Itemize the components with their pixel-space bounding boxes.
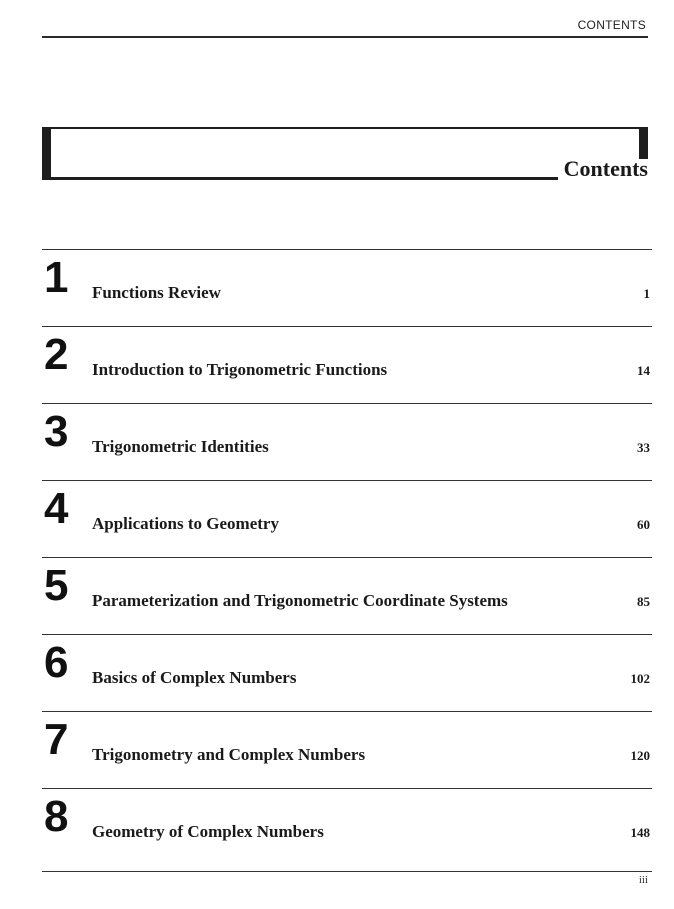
toc-entry[interactable] — [42, 250, 652, 326]
chapter-number: 7 — [44, 715, 69, 764]
folio: iii — [638, 874, 648, 886]
toc-divider — [42, 871, 652, 872]
bracket-right-bar — [639, 127, 648, 159]
chapter-title[interactable]: Trigonometric Identities — [92, 437, 269, 456]
chapter-number: 3 — [44, 407, 69, 456]
toc-entry[interactable] — [42, 481, 652, 557]
contents-bracket — [42, 127, 648, 181]
chapter-page: 102 — [630, 671, 650, 686]
chapter-number: 6 — [44, 638, 69, 687]
bracket-top-rule — [42, 127, 648, 129]
bracket-left-bar — [42, 127, 51, 180]
bracket-bottom-rule — [42, 177, 558, 180]
toc-entry[interactable] — [42, 327, 652, 403]
toc-entry[interactable] — [42, 558, 652, 634]
running-head: CONTENTS — [577, 18, 646, 32]
chapter-page: 85 — [637, 594, 650, 609]
chapter-title[interactable]: Basics of Complex Numbers — [92, 668, 297, 687]
chapter-number: 1 — [44, 253, 69, 302]
chapter-title[interactable]: Trigonometry and Complex Numbers — [92, 745, 366, 764]
chapter-title[interactable]: Introduction to Trigonometric Functions — [92, 360, 388, 379]
chapter-page: 60 — [637, 517, 650, 532]
toc-entry[interactable] — [42, 712, 652, 788]
chapter-number: 5 — [44, 561, 69, 610]
top-rule — [42, 36, 648, 38]
chapter-title[interactable]: Applications to Geometry — [92, 514, 279, 533]
toc-list — [42, 249, 652, 872]
chapter-page: 33 — [637, 440, 650, 455]
chapter-page: 120 — [630, 748, 650, 763]
chapter-number: 8 — [44, 792, 69, 841]
chapter-title[interactable]: Functions Review — [92, 283, 221, 302]
chapter-title[interactable]: Parameterization and Trigonometric Coordinate Systems — [92, 591, 508, 610]
toc-entry[interactable] — [42, 789, 652, 865]
chapter-page: 14 — [637, 363, 650, 378]
toc-entry[interactable] — [42, 635, 652, 711]
chapter-page: 1 — [643, 286, 650, 301]
chapter-page: 148 — [630, 825, 650, 840]
chapter-number: 2 — [44, 330, 69, 379]
toc-entry[interactable] — [42, 404, 652, 480]
chapter-number: 4 — [44, 484, 69, 533]
page-title: Contents — [563, 156, 648, 181]
chapter-title[interactable]: Geometry of Complex Numbers — [92, 822, 324, 841]
